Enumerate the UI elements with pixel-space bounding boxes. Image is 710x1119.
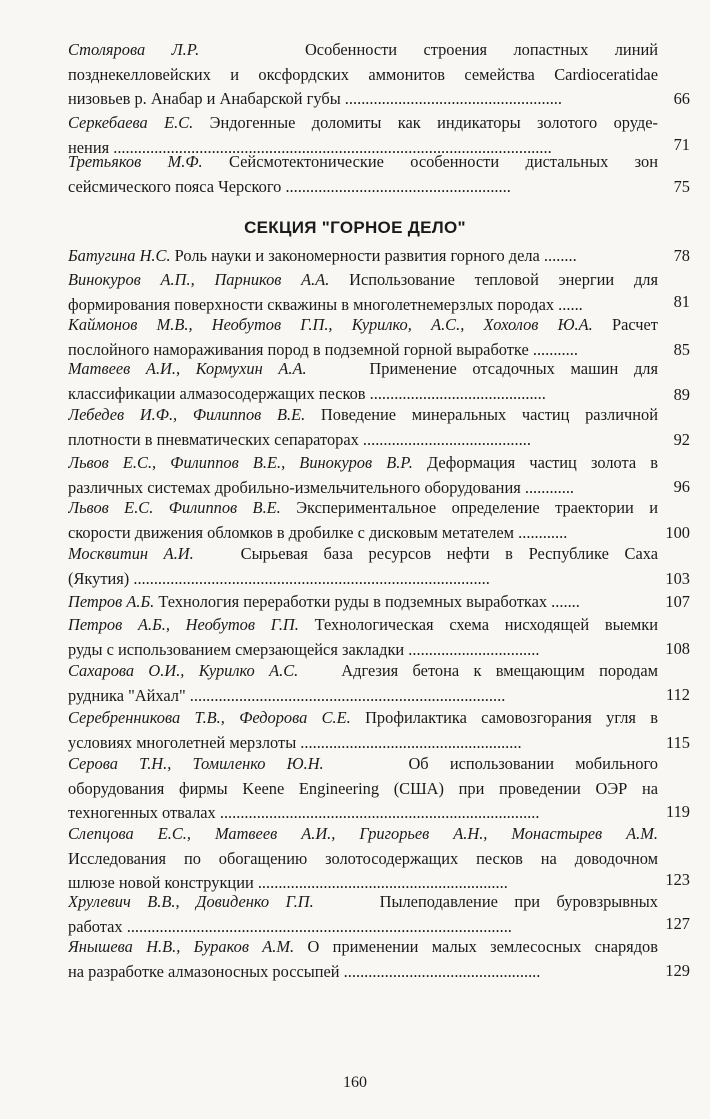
entry-author: Серкебаева Е.С. (68, 113, 194, 132)
page-ref: 108 (665, 639, 690, 658)
toc-entry (68, 496, 658, 545)
toc-entry (68, 542, 658, 591)
entry-author: Лебедев И.Ф., Филиппов В.Е. (68, 405, 306, 424)
entry-author: Серова Т.Н., Томиленко Ю.Н. (68, 754, 324, 773)
page-ref: 92 (673, 430, 690, 449)
entry-title: рудника "Айхал" ............................................................................. (68, 685, 506, 705)
section-title: СЕКЦИЯ "ГОРНОЕ ДЕЛО" (244, 218, 466, 237)
entry-title: условиях многолетней мерзлоты ...................................................... (68, 732, 522, 752)
toc-entry (68, 706, 658, 755)
entry-title: (Якутия) ....................................................................................... (68, 568, 490, 588)
toc-entry (68, 451, 658, 500)
entry-title: Пылеподавление при буровзрывных (379, 892, 658, 911)
page-ref: 123 (665, 870, 690, 889)
entry-author: Сахарова О.И., Курилко А.С. (68, 661, 299, 680)
entry-title: Роль науки и закономерности развития горного дела ........ (174, 246, 577, 265)
entry-author: Винокуров А.П., Парников А.А. (68, 270, 330, 289)
entry-title: на разработке алмазоносных россыпей ................................................ (68, 961, 541, 981)
entry-title: Сырьевая база ресурсов нефти в Республике Саха (240, 544, 658, 563)
entry-title: Технология переработки руды в подземных выработках ....... (158, 592, 580, 611)
entry-title: руды с использованием смерзающейся закладки ................................ (68, 639, 540, 659)
entry-title: Технологическая схема нисходящей выемки (314, 615, 658, 634)
entry-author: Третьяков М.Ф. (68, 152, 203, 171)
entry-title: Об использовании мобильного (408, 754, 658, 773)
entry-title: плотности в пневматических сепараторах ......................................... (68, 429, 531, 449)
page-ref: 112 (666, 685, 690, 704)
entry-title: скорости движения обломков в дробилке с дисковым метателем ............ (68, 522, 568, 542)
page-ref: 89 (673, 385, 690, 404)
toc-entry (68, 268, 658, 317)
entry-title: Эндогенные доломиты как индикаторы золотого оруде- (209, 113, 658, 132)
entry-title: Исследования по обогащению золотосодержащих песков на доводочном (68, 848, 658, 868)
toc-entry (68, 890, 658, 939)
entry-title: различных системах дробильно-измельчительного оборудования ............ (68, 477, 575, 497)
page-ref: 85 (673, 340, 690, 359)
page-ref: 115 (666, 733, 690, 752)
entry-author: Слепцова Е.С., Матвеев А.И., Григорьев А.Н., Монастырев А.М. (68, 824, 658, 843)
toc-entry (68, 613, 658, 662)
entry-title: низовьев р. Анабар и Анабарской губы ..................................................... (68, 89, 562, 108)
toc-entry (68, 38, 658, 112)
entry-title: послойного намораживания пород в подземной горной выработке ........... (68, 339, 578, 359)
page-ref: 78 (673, 246, 690, 265)
entry-title: Сейсмотектонические особенности дистальных зон (229, 152, 658, 171)
entry-title: оборудования фирмы Keene Engineering (США) при проведении ОЭР на (68, 778, 658, 798)
page-ref: 66 (673, 89, 690, 108)
entry-title: Профилактика самовозгорания угля в (365, 708, 658, 727)
toc-entry (68, 403, 658, 452)
entry-title: позднекелловейских и оксфордских аммонитов семейства Cardioceratidae (68, 64, 658, 84)
entry-title: Деформация частиц золота в (426, 453, 658, 472)
toc-entry (68, 244, 658, 269)
page-ref: 71 (673, 135, 690, 154)
toc-entry (68, 357, 658, 406)
entry-author: Столярова Л.Р. (68, 40, 200, 59)
entry-title: формирования поверхности скважины в многолетнемерзлых породах ...... (68, 294, 583, 314)
toc-entry (68, 150, 658, 199)
page-ref: 127 (665, 914, 690, 933)
entry-author: Янышева Н.В., Бураков А.М. (68, 937, 295, 956)
entry-title: О применении малых землесосных снарядов (307, 937, 658, 956)
page-ref: 96 (673, 477, 690, 496)
entry-author: Львов Е.С. Филиппов В.Е. (68, 498, 281, 517)
entry-author: Львов Е.С., Филиппов В.Е., Винокуров В.Р. (68, 453, 413, 472)
entry-title: Применение отсадочных машин для (369, 359, 658, 378)
entry-title: Использование тепловой энергии для (349, 270, 658, 289)
page-ref: 129 (665, 961, 690, 980)
entry-title: техногенных отвалах .............................................................................. (68, 803, 540, 822)
entry-author: Хрулевич В.В., Довиденко Г.П. (68, 892, 314, 911)
entry-title: нения ........................................................................................................... (68, 137, 552, 157)
page-ref: 103 (665, 569, 690, 588)
page-ref: 119 (666, 802, 690, 821)
entry-title: классификации алмазосодержащих песков ........................................... (68, 383, 546, 403)
entry-title: Адгезия бетона к вмещающим породам (341, 661, 658, 680)
page-number: 160 (343, 1074, 367, 1091)
entry-author: Каймонов М.В., Необутов Г.П., Курилко, А.С., Хохолов Ю.А. (68, 315, 593, 334)
entry-title: работах .............................................................................................. (68, 916, 512, 936)
entry-author: Петров А.Б. (68, 592, 155, 611)
entry-title: Расчет (611, 315, 658, 334)
toc-entry (68, 659, 658, 708)
entry-title: Особенности строения лопастных линий (304, 40, 658, 59)
toc-entry (68, 313, 658, 362)
entry-title: Экспериментальное определение траектории и (296, 498, 658, 517)
toc-entry (68, 590, 658, 615)
page-ref: 81 (673, 292, 690, 311)
entry-author: Москвитин А.И. (68, 544, 194, 563)
toc-entry (68, 935, 658, 984)
entry-author: Матвеев А.И., Кормухин А.А. (68, 359, 307, 378)
entry-title: Поведение минеральных частиц различной (320, 405, 658, 424)
entry-author: Петров А.Б., Необутов Г.П. (68, 615, 299, 634)
toc-entry (68, 752, 658, 826)
entry-title: шлюзе новой конструкции ............................................................. (68, 873, 508, 892)
page-ref: 75 (673, 177, 690, 196)
page-ref: 100 (665, 523, 690, 542)
entry-author: Батугина Н.С. (68, 246, 171, 265)
entry-author: Серебренникова Т.В., Федорова С.Е. (68, 708, 351, 727)
entry-title: сейсмического пояса Черского ....................................................... (68, 176, 511, 196)
toc-entry (68, 822, 658, 896)
page-ref: 107 (665, 592, 690, 611)
